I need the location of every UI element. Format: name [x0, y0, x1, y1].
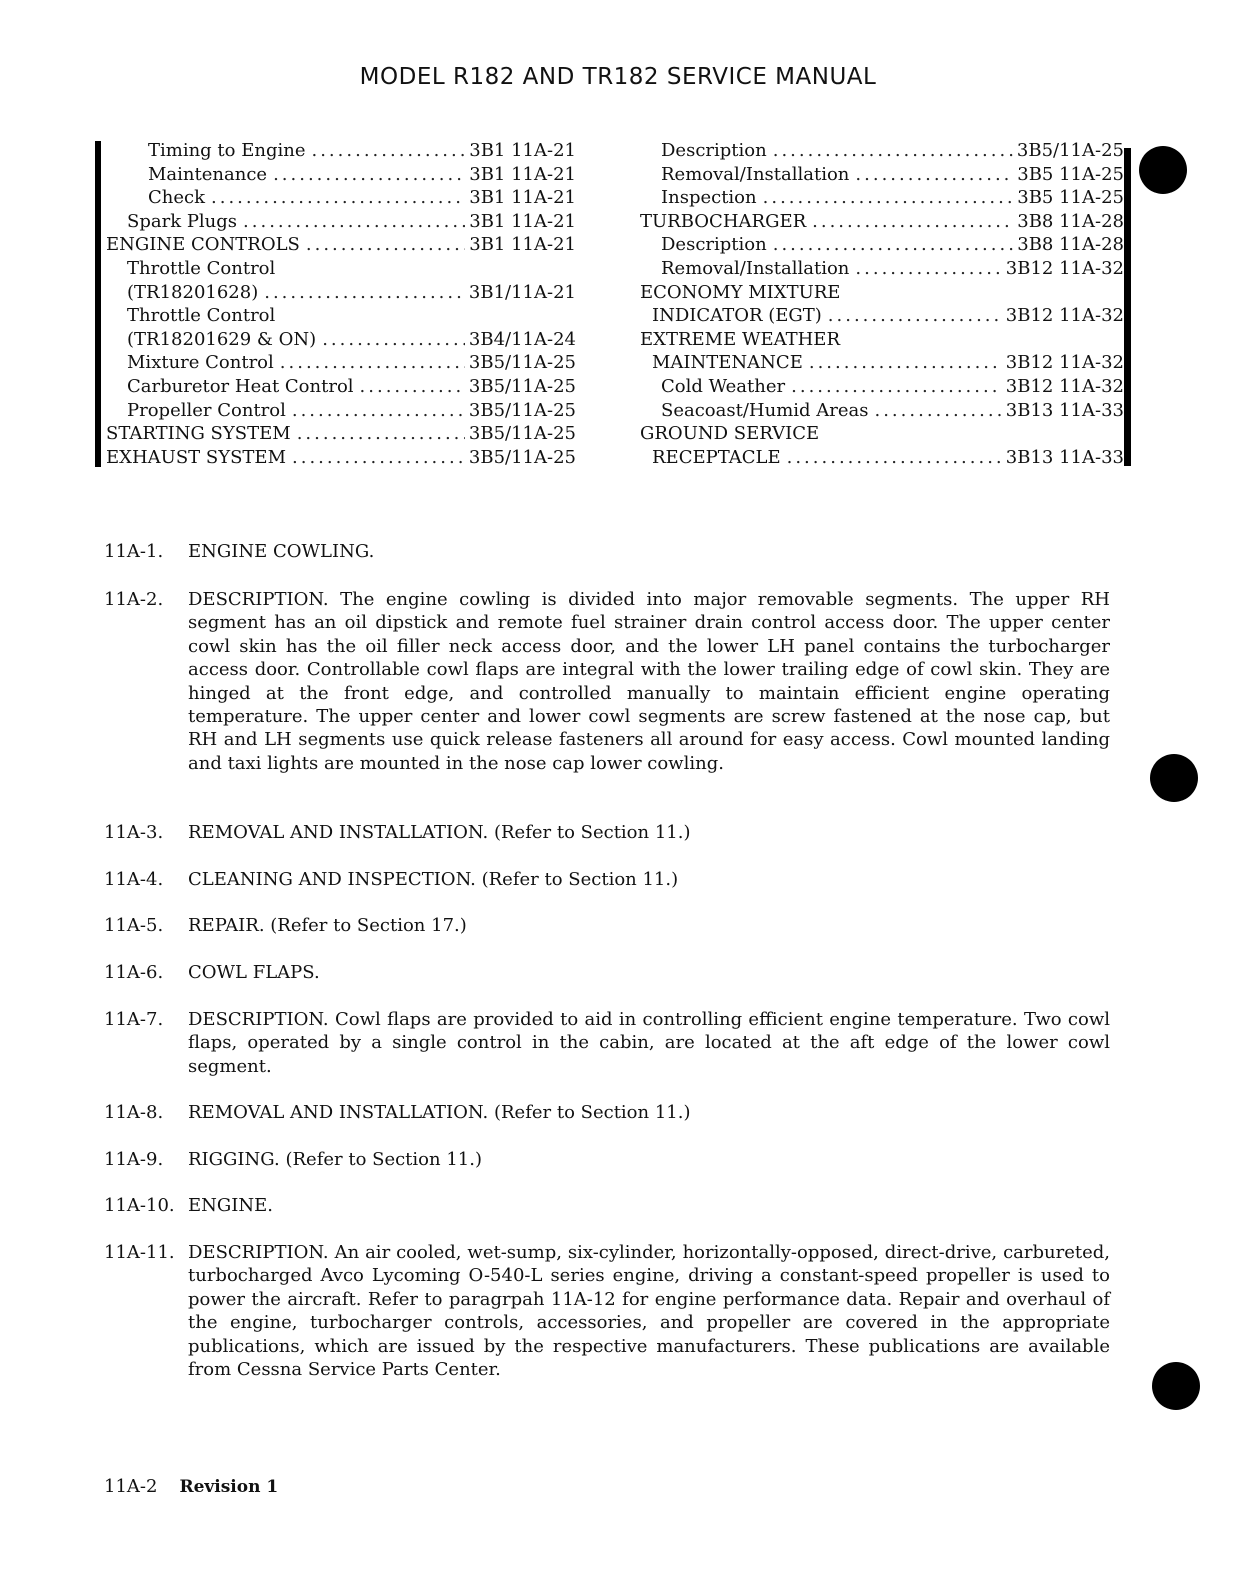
toc-leader-dots: [243, 210, 465, 234]
paragraph-11a-10: [104, 1194, 1110, 1217]
toc-entry-label: Removal/Installation: [661, 163, 850, 185]
toc-entry-label: Throttle Control: [127, 257, 276, 279]
paragraph-11a-11: [104, 1241, 1110, 1381]
toc-entry-ref: 3B8 11A-28: [1017, 210, 1124, 232]
toc-entry[interactable]: [640, 139, 1124, 163]
toc-entry[interactable]: [640, 186, 1124, 210]
toc-entry-label: GROUND SERVICE: [640, 423, 820, 445]
toc-entry[interactable]: [640, 304, 1124, 328]
toc-entry[interactable]: [106, 422, 576, 446]
paragraph-text: RIGGING. (Refer to Section 11.): [188, 1149, 482, 1170]
paragraph-text: REMOVAL AND INSTALLATION. (Refer to Section 11.): [188, 822, 691, 843]
toc-entry-ref: 3B5/11A-25: [468, 423, 576, 445]
punch-hole-middle: [1150, 754, 1198, 802]
paragraph-11a-2: [104, 588, 1110, 775]
toc-entry[interactable]: [106, 375, 576, 399]
paragraph-number: 11A-3.: [104, 822, 164, 843]
toc-entry-ref: 3B5/11A-25: [468, 399, 576, 421]
toc-leader-dots: [812, 210, 1013, 234]
toc-entry-label: Spark Plugs: [127, 210, 238, 232]
toc-leader-dots: [855, 257, 1001, 281]
toc-entry-label: Cold Weather: [661, 375, 786, 397]
toc-entry-label: Throttle Control: [127, 305, 276, 327]
toc-leader-dots: [874, 399, 1001, 423]
toc-entry-ref: 3B5/11A-25: [468, 352, 576, 374]
paragraph-number: 11A-5.: [104, 915, 164, 936]
toc-left-column: [106, 139, 576, 469]
paragraph-text: CLEANING AND INSPECTION. (Refer to Section 11.): [188, 869, 679, 890]
toc-entry[interactable]: [640, 351, 1124, 375]
paragraph-text: DESCRIPTION. An air cooled, wet-sump, six-cylinder, horizontally-opposed, direct-drive, carbureted, turbocharged Avco Lycoming O-540-L series engine, driving a constant-speed propeller is used to power the aircraft. Refer to paragrpah 11A-12 for engine performance data. Repair and overhaul of the engine, turbocharger controls, accessories, and propeller are covered in the appropriate publications, which are issued by the respective manufacturers. These publications are available from Cessna Service Parts Center.: [188, 1242, 1110, 1381]
toc-entry-label: Description: [661, 234, 767, 256]
toc-entry-ref: 3B12 11A-32: [1005, 305, 1124, 327]
toc-entry[interactable]: [640, 446, 1124, 470]
toc-entry-label: Maintenance: [148, 163, 268, 185]
paragraph-number: 11A-6.: [104, 962, 164, 983]
toc-leader-dots: [763, 186, 1014, 210]
toc-leader-dots: [855, 163, 1013, 187]
paragraph-number: 11A-4.: [104, 869, 164, 890]
toc-entry[interactable]: [106, 446, 576, 470]
page-footer: [104, 1476, 278, 1497]
toc-entry[interactable]: [106, 186, 576, 210]
toc-leader-dots: [322, 328, 465, 352]
toc-entry[interactable]: [640, 375, 1124, 399]
toc-leader-dots: [292, 399, 465, 423]
toc-entry[interactable]: [106, 399, 576, 423]
toc-leader-dots: [311, 139, 465, 163]
revision-label: Revision 1: [179, 1477, 279, 1497]
change-bar-right: [1124, 148, 1131, 466]
paragraph-11a-5: [104, 914, 1110, 937]
toc-leader-dots: [306, 233, 465, 257]
paragraph-text: REMOVAL AND INSTALLATION. (Refer to Section 11.): [188, 1102, 691, 1123]
toc-leader-dots: [773, 139, 1013, 163]
toc-entry-ref: 3B13 11A-33: [1005, 399, 1124, 421]
toc-entry-ref: 3B12 11A-32: [1005, 352, 1124, 374]
toc-entry-ref: 3B5/11A-25: [1016, 140, 1124, 161]
toc-entry-label: Propeller Control: [127, 399, 286, 421]
toc-entry-ref: 3B5/11A-25: [468, 375, 576, 397]
toc-entry-label: Timing to Engine: [148, 140, 306, 161]
toc-entry[interactable]: [640, 233, 1124, 257]
paragraph-text: ENGINE.: [188, 1195, 273, 1216]
paragraph-11a-4: [104, 868, 1110, 891]
paragraph-number: 11A-8.: [104, 1102, 164, 1123]
paragraph-number: 11A-1.: [104, 541, 164, 562]
toc-entry-ref: 3B1/11A-21: [468, 281, 576, 303]
toc-right-column: [640, 139, 1124, 469]
paragraph-number: 11A-11.: [104, 1242, 175, 1263]
toc-entry[interactable]: [106, 210, 576, 234]
toc-leader-dots: [211, 186, 465, 210]
toc-leader-dots: [273, 163, 465, 187]
toc-entry-ref: 3B1 11A-21: [469, 163, 576, 185]
toc-leader-dots: [292, 446, 465, 470]
paragraph-text: COWL FLAPS.: [188, 962, 320, 983]
toc-leader-dots: [809, 351, 1002, 375]
paragraph-number: 11A-10.: [104, 1195, 175, 1216]
toc-leader-dots: [787, 446, 1002, 470]
toc-entry-ref: 3B12 11A-32: [1005, 375, 1124, 397]
toc-entry-label: EXHAUST SYSTEM: [106, 446, 286, 468]
toc-entry-ref: 3B1 11A-21: [469, 234, 576, 256]
toc-entry-label: (TR18201628): [127, 281, 259, 303]
toc-entry-label: Mixture Control: [127, 352, 274, 374]
toc-entry[interactable]: [640, 257, 1124, 281]
toc-entry-label: Description: [661, 140, 767, 161]
toc-entry[interactable]: [106, 328, 576, 352]
page-number: 11A-2: [104, 1476, 158, 1497]
paragraph-text: ENGINE COWLING.: [188, 541, 375, 562]
toc-entry[interactable]: [106, 351, 576, 375]
paragraph-number: 11A-2.: [104, 589, 164, 610]
toc-entry-ref: 3B5/11A-25: [468, 446, 576, 468]
toc-entry-ref: 3B5 11A-25: [1017, 163, 1124, 185]
page-title: MODEL R182 AND TR182 SERVICE MANUAL: [359, 64, 877, 90]
paragraph-text: DESCRIPTION. Cowl flaps are provided to aid in controlling efficient engine temperature. Two cowl flaps, operated by a single control in the cabin, are located at the aft edge of the lower cowl segment.: [188, 1009, 1110, 1077]
toc-entry-ref: 3B1 11A-21: [469, 187, 576, 209]
toc-leader-dots: [360, 375, 465, 399]
paragraph-number: 11A-9.: [104, 1149, 164, 1170]
toc-entry-ref: 3B12 11A-32: [1005, 257, 1124, 279]
paragraph-11a-9: [104, 1148, 1110, 1171]
toc-entry-label: ENGINE CONTROLS: [106, 234, 300, 256]
paragraph-11a-1: [104, 540, 1110, 563]
toc-entry-ref: 3B1 11A-21: [469, 140, 576, 161]
toc-entry-label: (TR18201629 & ON): [127, 328, 317, 350]
toc-entry-label: ECONOMY MIXTURE: [640, 281, 841, 303]
toc-entry-label: EXTREME WEATHER: [640, 328, 840, 350]
toc-entry-label: STARTING SYSTEM: [106, 423, 291, 445]
paragraph-text: DESCRIPTION. The engine cowling is divided into major removable segments. The upper RH segment has an oil dipstick and remote fuel strainer drain control access door. The upper center cowl skin has the oil filler neck access door, and the lower LH panel contains the turbocharger access door. Controllable cowl flaps are integral with the lower trailing edge of cowl skin. They are hinged at the front edge, and controlled manually to maintain efficient engine operating temperature. The upper center and lower cowl segments are screw fastened at the nose cap, but RH and LH segments use quick release fasteners all around for easy access. Cowl mounted landing and taxi lights are mounted in the nose cap lower cowling.: [188, 589, 1110, 774]
change-bar-left: [95, 141, 101, 467]
toc-leader-dots: [280, 351, 465, 375]
toc-entry-ref: 3B8 11A-28: [1017, 234, 1124, 256]
toc-leader-dots: [828, 304, 1002, 328]
paragraph-11a-6: [104, 961, 1110, 984]
toc-entry-label: MAINTENANCE: [652, 352, 803, 374]
toc-entry-label: TURBOCHARGER: [640, 210, 807, 232]
toc-entry: [640, 328, 1124, 352]
toc-entry-label: INDICATOR (EGT): [652, 305, 822, 327]
toc-entry-ref: 3B4/11A-24: [468, 328, 576, 350]
toc-entry-ref: 3B5 11A-25: [1017, 187, 1124, 209]
paragraph-text: REPAIR. (Refer to Section 17.): [188, 915, 467, 936]
toc-entry[interactable]: [640, 399, 1124, 423]
toc-leader-dots: [297, 422, 465, 446]
paragraph-11a-7: [104, 1008, 1110, 1078]
toc-entry-label: Seacoast/Humid Areas: [661, 399, 869, 421]
toc-entry: [640, 422, 1124, 446]
toc-entry[interactable]: [106, 163, 576, 187]
toc-leader-dots: [791, 375, 1002, 399]
paragraph-number: 11A-7.: [104, 1009, 164, 1030]
paragraph-11a-8: [104, 1101, 1110, 1124]
toc-entry-ref: 3B1 11A-21: [469, 210, 576, 232]
toc-entry-ref: 3B13 11A-33: [1005, 446, 1124, 468]
toc-entry-label: Carburetor Heat Control: [127, 375, 354, 397]
toc-entry: [106, 304, 576, 328]
toc-entry[interactable]: [106, 233, 576, 257]
toc-entry-label: RECEPTACLE: [652, 446, 781, 468]
toc-leader-dots: [264, 281, 465, 305]
toc-entry: [640, 281, 1124, 305]
paragraph-11a-3: [104, 821, 1110, 844]
toc-entry-label: Removal/Installation: [661, 257, 850, 279]
toc-entry[interactable]: [106, 139, 576, 163]
toc-entry-label: Check: [148, 187, 206, 209]
toc-entry[interactable]: [106, 281, 576, 305]
toc-entry-label: Inspection: [661, 187, 757, 209]
toc-entry[interactable]: [640, 163, 1124, 187]
toc-entry: [106, 257, 576, 281]
toc-entry[interactable]: [640, 210, 1124, 234]
punch-hole-bottom: [1152, 1362, 1200, 1410]
punch-hole-top: [1139, 146, 1187, 194]
toc-leader-dots: [773, 233, 1014, 257]
